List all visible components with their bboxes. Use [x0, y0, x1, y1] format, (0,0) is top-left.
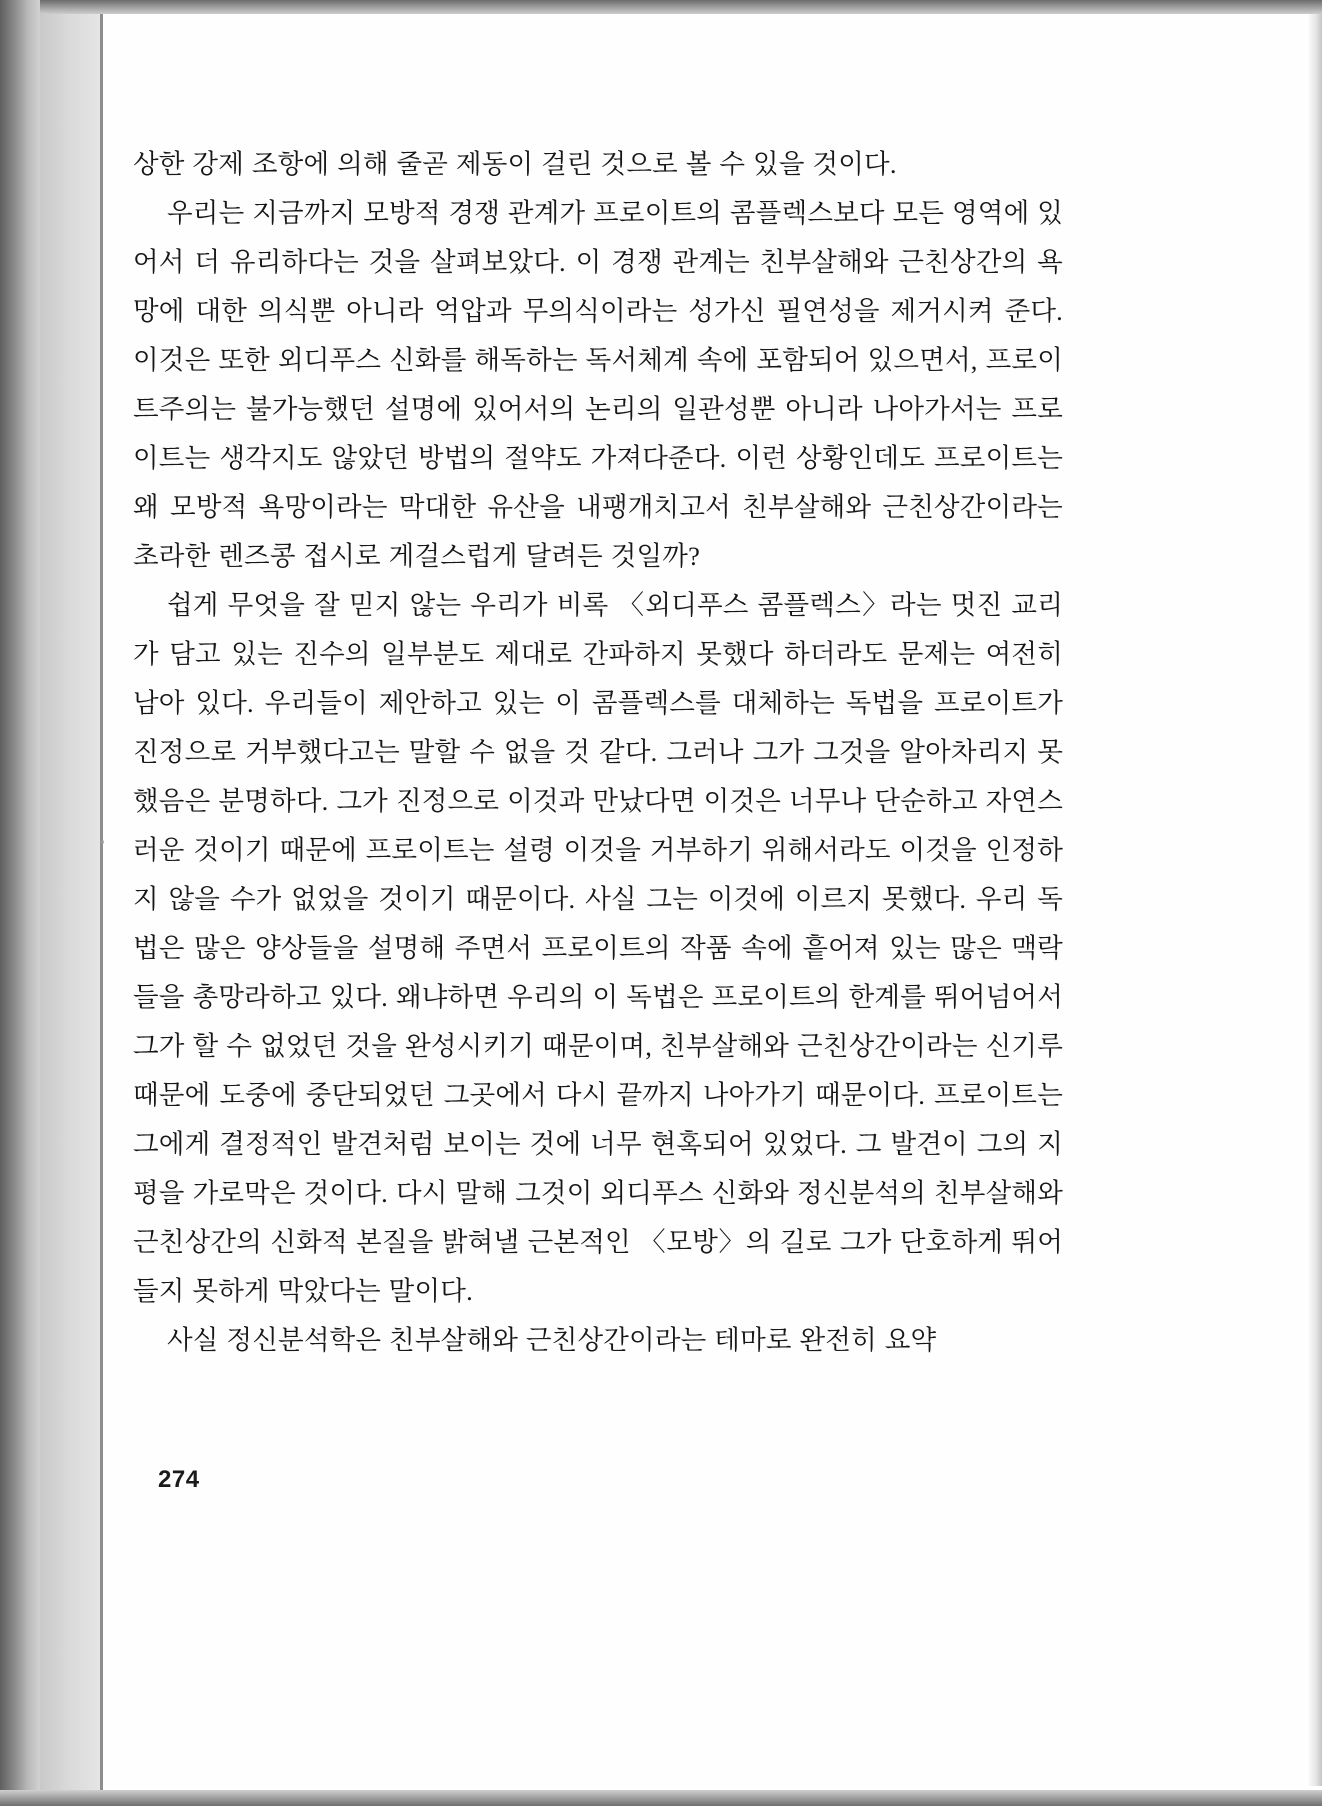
paragraph: 사실 정신분석학은 친부살해와 근친상간이라는 테마로 완전히 요약 [167, 1325, 937, 1355]
paragraph: 우리는 지금까지 모방적 경쟁 관계가 프로이트의 콤플렉스보다 모든 영역에 있어서 더 유리하다는 것을 살펴보았다. 이 경쟁 관계는 친부살해와 근친상간의 욕망에 대한 의식뿐 아니라 억압과 무의식이라는 성가신 필연성을 제거시켜 준다. 이것은 또한 외디푸스 신화를 해독하는 독서체계 속에 포함되어 있으면서, 프로이트주의는 불가능했던 설명에 있어서의 논리의 일관성뿐 아니라 나아가서는 프로이트는 생각지도 않았던 방법의 절약도 가져다준다. 이런 상황인데도 프로이트는 왜 모방적 욕망이라는 막대한 유산을 내팽개치고서 친부살해와 근친상간이라는 초라한 렌즈콩 접시로 게걸스럽게 달려든 것일까? [133, 198, 1063, 571]
scan-edge-top [0, 0, 1322, 14]
page-number: 274 [158, 1466, 200, 1493]
scan-speck [100, 840, 104, 844]
page-text-body [133, 140, 1063, 1365]
scan-edge-left [0, 0, 40, 1806]
book-gutter-shadow [40, 14, 102, 1790]
paragraph: 쉽게 무엇을 잘 믿지 않는 우리가 비록 〈외디푸스 콤플렉스〉라는 멋진 교리가 담고 있는 진수의 일부분도 제대로 간파하지 못했다 하더라도 문제는 여전히 남아 있다. 우리들이 제안하고 있는 이 콤플렉스를 대체하는 독법을 프로이트가 진정으로 거부했다고는 말할 수 없을 것 같다. 그러나 그가 그것을 알아차리지 못했음은 분명하다. 그가 진정으로 이것과 만났다면 이것은 너무나 단순하고 자연스러운 것이기 때문에 프로이트는 설령 이것을 거부하기 위해서라도 이것을 인정하지 않을 수가 없었을 것이기 때문이다. 사실 그는 이것에 이르지 못했다. 우리 독법은 많은 양상들을 설명해 주면서 프로이트의 작품 속에 흩어져 있는 많은 맥락들을 총망라하고 있다. 왜냐하면 우리의 이 독법은 프로이트의 한계를 뛰어넘어서 그가 할 수 없었던 것을 완성시키기 때문이며, 친부살해와 근친상간이라는 신기루 때문에 도중에 중단되었던 그곳에서 다시 끝까지 나아가기 때문이다. 프로이트는 그에게 결정적인 발견처럼 보이는 것에 너무 현혹되어 있었다. 그 발견이 그의 지평을 가로막은 것이다. 다시 말해 그것이 외디푸스 신화와 정신분석의 친부살해와 근친상간의 신화적 본질을 밝혀낼 근본적인 〈모방〉의 길로 그가 단호하게 뛰어들지 못하게 막았다는 말이다. [133, 590, 1063, 1306]
paragraph: 상한 강제 조항에 의해 줄곧 제동이 걸린 것으로 볼 수 있을 것이다. [133, 149, 897, 179]
page-edge-right [1308, 14, 1322, 1786]
scan-edge-bottom [0, 1790, 1322, 1806]
